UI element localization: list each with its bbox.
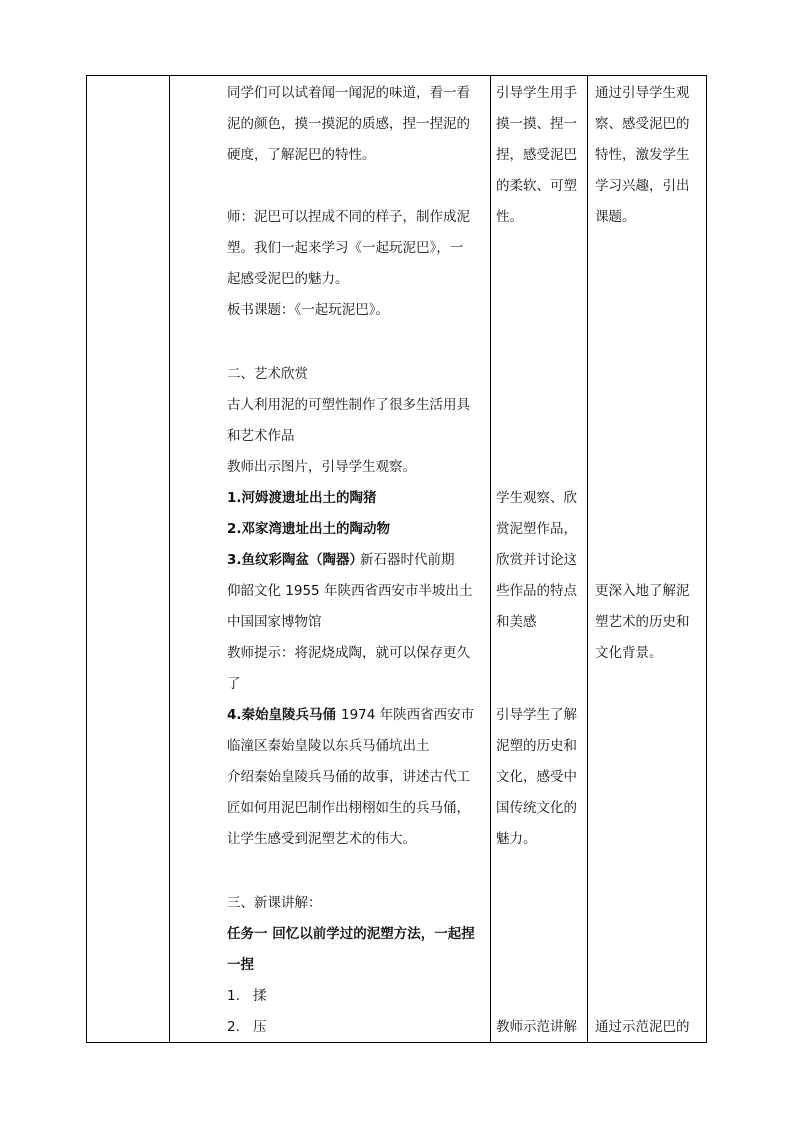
intent-line: 学习兴趣，引出 [595,178,690,194]
student-line: 赏泥塑作品， [496,521,577,537]
student-line: 的柔软、可塑 [496,178,577,194]
student-line: 教师示范讲解 [496,1019,577,1035]
process-line: 介绍秦始皇陵兵马俑的故事，讲述古代工 [227,769,470,785]
process-line: 匠如何用泥巴制作出栩栩如生的兵马俑， [227,800,470,816]
intent-line: 塑艺术的历史和 [595,614,690,630]
list-item: 压 [253,1019,267,1035]
student-line: 文化，感受中 [496,769,577,785]
student-line: 引导学生了解 [496,707,577,723]
section-heading: 二、艺术欣赏 [227,366,308,382]
student-line: 欣赏并讨论这 [496,552,577,568]
student-line: 泥塑的历史和 [496,738,577,754]
student-line: 摸一摸、捏一 [496,116,577,132]
intent-line: 更深入地了解泥 [595,583,690,599]
artwork-item: 2.邓家湾遗址出土的陶动物 [227,521,391,537]
process-line: 同学们可以试着闻一闻泥的味道，看一看 [227,85,470,101]
process-line: 教师提示：将泥烧成陶，就可以保存更久 [227,645,470,661]
process-line: 中国国家博物馆 [227,614,322,630]
process-line: 临潼区秦始皇陵以东兵马俑坑出土 [227,738,430,754]
process-line: 让学生感受到泥塑艺术的伟大。 [227,831,416,847]
design-intent-cell [587,76,708,1042]
process-line: 塑。我们一起来学习《一起玩泥巴》，一 [227,240,464,256]
process-line: 和艺术作品 [227,428,295,444]
process-line: 教师出示图片，引导学生观察。 [227,459,416,475]
student-activity-cell [490,76,587,1042]
section-heading: 三、新课讲解： [227,895,322,911]
student-line: 学生观察、欣 [496,490,577,506]
process-line: 古人利用泥的可塑性制作了很多生活用具 [227,397,470,413]
intent-line: 察、感受泥巴的 [595,116,690,132]
section-label-cell [87,76,169,1042]
student-line: 和美感 [496,614,537,630]
task-heading: 任务一 回忆以前学过的泥塑方法，一起捏 [227,926,475,942]
student-line: 国传统文化的 [496,800,577,816]
process-line: 师：泥巴可以捏成不同的样子，制作成泥 [227,209,470,225]
task-heading: 一捏 [227,957,254,973]
process-line: 起感受泥巴的魅力。 [227,271,349,287]
student-line: 魅力。 [496,831,537,847]
intent-line: 课题。 [595,209,636,225]
process-line: 1974 年陕西省西安市 [341,707,475,723]
student-line: 性。 [496,209,523,225]
intent-line: 通过引导学生观 [595,85,690,101]
artwork-item: 4.秦始皇陵兵马俑 [227,707,337,723]
intent-line: 特性，激发学生 [595,147,690,163]
list-number: 1. [227,988,240,1004]
process-line: 仰韶文化 1955 年陕西省西安市半坡出土 [227,583,473,599]
list-item: 揉 [253,988,267,1004]
student-line: 些作品的特点 [496,583,577,599]
process-line: 新石器时代前期 [360,552,455,568]
process-line: 泥的颜色，摸一摸泥的质感，捏一捏泥的 [227,116,470,132]
intent-line: 文化背景。 [595,645,663,661]
teaching-process-cell [169,76,490,1042]
list-number: 2. [227,1019,240,1035]
process-line: 板书课题：《一起玩泥巴》。 [227,302,389,318]
student-line: 引导学生用手 [496,85,577,101]
intent-line: 通过示范泥巴的 [595,1019,690,1035]
process-line: 硬度，了解泥巴的特性。 [227,147,376,163]
process-line: 了 [227,676,241,692]
lesson-table [86,75,707,1043]
artwork-item: 3.鱼纹彩陶盆（陶器） [227,552,364,568]
student-line: 捏，感受泥巴 [496,147,577,163]
artwork-item: 1.河姆渡遗址出土的陶猪 [227,490,377,506]
